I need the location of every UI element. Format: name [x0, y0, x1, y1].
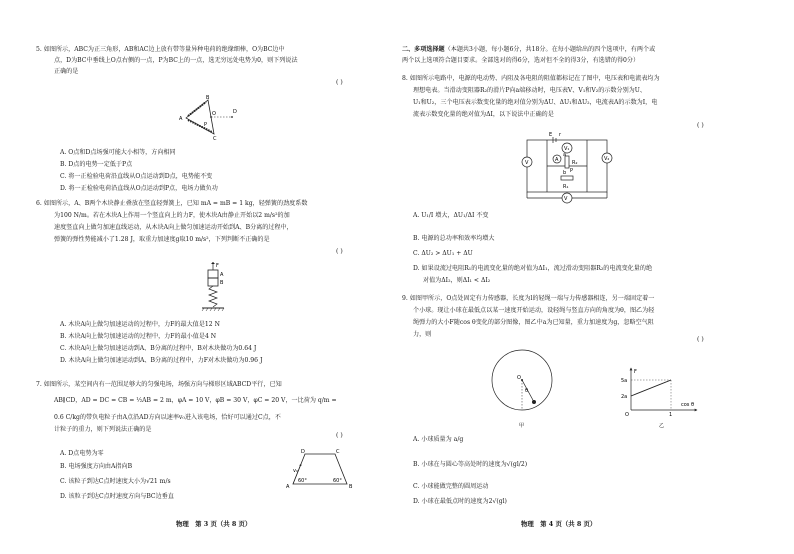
q8-option-d-1: D. 如果设流过电阻R₁的电流变化量的绝对值为ΔI₁，流过滑动变阻器R₂的电流变化量的绝	[413, 265, 653, 272]
q8-label-e: E	[549, 132, 553, 138]
q6-line-1: 6. 如图所示，A、B两个木块静止叠放在竖直轻弹簧上，已知 mA = mB = 1 kg，轻弹簧的劲度系数	[36, 200, 308, 207]
q9-line-3: 绳弹力的大小F随cos θ变化的部分图像，图乙中a为已知量，重力加速度为g，忽略空气阻	[413, 319, 654, 326]
q7-option-c: C. 该粒子到达C点时速度大小为√21 m/s	[60, 478, 171, 485]
q8-line-4: 流表示数变化量的绝对值为ΔI，以下说法中正确的是	[413, 111, 554, 118]
q8-option-d-2: 对值为ΔI₂，则ΔI₁ < ΔI₂	[423, 277, 491, 284]
q8-label-a: A	[555, 157, 559, 163]
q5-option-c: C. 将一正检验电荷沿直线从O点运动到D点，电势能不变	[60, 173, 213, 180]
q7-trapezoid-figure	[283, 446, 361, 490]
q8-line-1: 8. 如图所示电路中，电源的电动势、内阻及各电阻的阻值都标记在了图中，电压表和电流表均为	[402, 75, 660, 82]
q7-label-d: D	[301, 449, 305, 455]
q7-option-b: B. 电场强度方向由A指向B	[60, 463, 133, 470]
q9-bracket: ( )	[697, 336, 704, 343]
q8-option-a: A. U₁/I 增大，ΔU₁/ΔI 不变	[413, 212, 489, 219]
q9-option-b: B. 小球在与圆心等高处时的速度为√(gl/2)	[413, 461, 528, 468]
q9-line-2: 个小球。现让小球在最低点以某一速度开始运动，设轻绳与竖直方向的角度为θ，图乙为轻	[413, 307, 655, 314]
q8-label-b-end: b	[563, 170, 567, 176]
q9-label-jia: 甲	[519, 423, 525, 429]
q8-label-r1: R₁	[563, 184, 569, 190]
q5-line-1: 5. 如图所示，ABC为正三角形，AB和AC边上放有带等量异种电荷的绝缘细棒，O为BC边中	[36, 46, 285, 53]
q9-force-line	[631, 380, 671, 396]
q7-line-4: 计粒子的重力，则下列说法正确的是	[54, 426, 152, 433]
q6-line-4: 弹簧的弹性势能减小了1.28 J，取重力加速度g取10 m/s²，下列判断不正确的是	[54, 236, 270, 243]
q5-option-d: D. 将一正检验电荷沿直线从O点运动到P点，电场力做负功	[60, 185, 218, 192]
q7-label-angle-b: 60°	[333, 478, 342, 484]
q9-yi-graph	[619, 366, 701, 428]
q5-label-p: P	[204, 122, 208, 128]
q9-label-origin: O	[625, 412, 629, 418]
q8-label-a-end: a	[563, 152, 567, 158]
q6-option-a: A. 木块A向上做匀加速运动的过程中，力F的最大值是12 N	[60, 321, 220, 328]
q9-line-4: 力，则	[413, 331, 432, 338]
q7-label-angle-a: 60°	[298, 478, 307, 484]
q7-bracket: ( )	[336, 432, 343, 439]
q7-line-1: 7. 如图所示，某空间内有一范围足够大的匀强电场，场强方向与梯形区域ABCD平行，已知	[36, 381, 282, 388]
q6-option-d: D. 木块A向上做匀加速运动到A、B分离的过程中，力F对木块做功为0.96 J	[60, 357, 263, 364]
q6-spring-figure	[198, 262, 232, 316]
q5-option-b: B. D点的电势一定低于P点	[60, 161, 133, 168]
q5-label-b: B	[206, 95, 210, 101]
q9-jia-figure	[487, 342, 557, 428]
q9-label-o: O	[517, 375, 521, 381]
q8-label-v-bottom: V	[564, 196, 568, 202]
left-page-footer: 物理 第 3 页（共 8 页）	[176, 520, 252, 528]
q9-option-d: D. 小球在最低点时的速度为2√(gl)	[413, 498, 507, 505]
q8-option-c: C. ΔU₂ > ΔU₁ + ΔU	[413, 250, 473, 257]
q6-option-c: C. 木块A向上做匀加速运动到A、B分离的过程中，B对木块做功为0.64 J	[60, 345, 257, 352]
q6-line-3: 速度竖直向上做匀加速直线运动，从木块A向上做匀加速运动开始到A、B分离的过程中，	[54, 224, 293, 231]
q6-option-b: B. 木块A向上做匀加速运动的过程中，力F的最小值是4 N	[60, 333, 217, 340]
q9-line-1: 9. 如图甲所示，O点处固定有力传感器，长度为l的轻绳一端与力传感器相连，另一端固定着一	[402, 295, 655, 302]
q8-label-v2: V₂	[604, 156, 610, 162]
q7-line-3: 0.6 C/kg的带负电粒子由A点沿AD方向以速率v₀进入该电场，恰好可以通过C点，不	[54, 414, 281, 421]
q7-label-a: A	[286, 484, 290, 490]
section-instructions-2: 两个以上选项符合题目要求。全部选对的得6分，选对但不全的得3分，有选错的得0分）	[402, 57, 640, 64]
q9-label-theta: θ	[525, 388, 529, 394]
q5-option-a: A. O点和D点场强可能大小相等，方向相同	[60, 149, 176, 156]
q8-bracket: ( )	[697, 122, 704, 129]
q5-line-3: 正确的是	[54, 68, 79, 75]
section-heading: 二、多项选择题	[402, 46, 445, 53]
q8-option-b: B. 电源的总功率和效率均增大	[413, 235, 495, 242]
q6-label-f: F	[216, 263, 219, 269]
q9-option-c: C. 小球能做完整的圆周运动	[413, 483, 489, 490]
q7-line-2: AB∥CD，AD = DC = CB = ½AB = 2 m，φA = 10 V，φB = 30 V，φC = 20 V，一比荷为 q/m =	[54, 397, 337, 404]
right-page-footer: 物理 第 4 页（共 8 页）	[521, 520, 597, 528]
q8-label-p: P	[570, 168, 574, 174]
q9-label-cos: cos θ	[681, 402, 695, 408]
q5-label-o: O	[212, 111, 216, 117]
q9-label-1: 1	[669, 412, 673, 418]
q8-label-v1: V₁	[564, 146, 570, 152]
section-heading-line	[402, 46, 655, 55]
q5-bracket: ( )	[336, 79, 343, 86]
q7-label-b: B	[349, 484, 353, 490]
q9-label-2a: 2a	[621, 394, 628, 400]
q6-bracket: ( )	[336, 248, 343, 255]
q8-line-3: U₁和U₂，三个电压表示数变化量的绝对值分别为ΔU、ΔU₁和ΔU₂，电流表A的示数为I，电	[413, 99, 658, 106]
q7-option-d: D. 该粒子到达C点时速度方向与BC边垂直	[60, 493, 174, 500]
q9-label-5a: 5a	[621, 378, 628, 384]
q9-option-a: A. 小球质量为 a/g	[413, 436, 464, 443]
q8-label-r2: R₂	[572, 160, 578, 166]
q5-line-2: 点，D为BC中垂线上O点右侧的一点，P为BC上的一点，选无穷远处电势为0，则下列说法	[54, 57, 298, 64]
q7-option-a: A. D点电势为零	[60, 450, 104, 457]
q5-label-c: C	[213, 136, 217, 142]
section-instructions-1: （本题共3小题，每小题6分，共18分。在每小题给出的四个选项中，有两个或	[444, 46, 656, 53]
q6-line-2: 为100 N/m。若在木块A上作用一个竖直向上的力F，使木块A由静止开始以2 m/s²的加	[54, 212, 290, 219]
q8-circuit-figure	[517, 132, 617, 206]
q5-label-d: D	[233, 109, 237, 115]
q6-label-a: A	[220, 272, 224, 278]
q9-label-f-axis: F	[634, 369, 637, 375]
q6-label-b: B	[220, 280, 224, 286]
q7-label-c: C	[336, 449, 340, 455]
q8-line-2: 理想电表。当滑动变阻器R₂的滑片P向a端移动时，电压表V、V₁和V₂的示数分别为U、	[413, 87, 646, 94]
q8-label-v: V	[525, 160, 529, 166]
q5-label-a: A	[179, 116, 183, 122]
q8-label-r: r	[559, 132, 562, 138]
q5-triangle-figure	[176, 96, 246, 140]
q9-label-yi: 乙	[659, 423, 665, 429]
q7-label-v0: v₀	[293, 468, 298, 474]
